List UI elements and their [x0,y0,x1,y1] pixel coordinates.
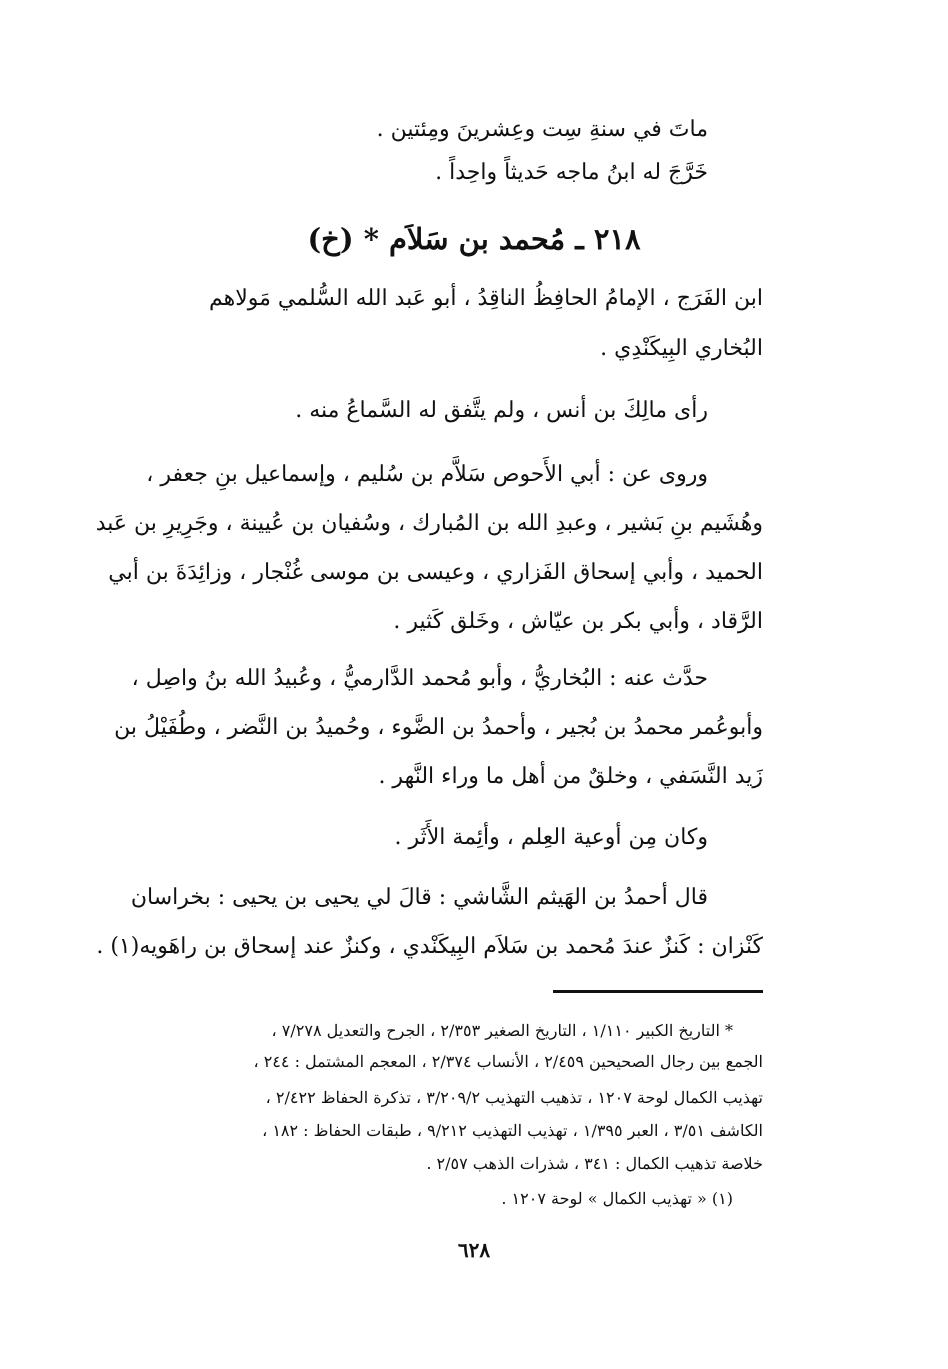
page-number: ٦٢٨ [457,1238,491,1262]
text-line: خَرَّجَ له ابنُ ماجه حَديثاً واحِداً . [435,160,708,185]
footnote-line: * التاريخ الكبير ١/١١٠ ، التاريخ الصغير ٢/٣٥٣ ، الجرح والتعديل ٧/٢٧٨ ، [271,1021,733,1040]
footnote-line: تهذيب الكمال لوحة ١٢٠٧ ، تذهيب التهذيب ٣/٢٠٩/٢ ، تذكرة الحفاظ ٢/٤٢٢ ، [265,1088,763,1107]
text-line: الحميد ، وأبي إسحاق الفَزاري ، وعيسى بن موسى غُنْجار ، وزائِدَةَ بن أبي [108,560,763,585]
footnote-line: (١) « تهذيب الكمال » لوحة ١٢٠٧ . [501,1189,733,1208]
text-line: وكان مِن أوعية العِلم ، وأئِمة الأَثَر . [394,825,708,850]
text-line: رأى مالِكَ بن أنس ، ولم يتَّفق له السَّماعُ منه . [295,398,708,423]
text-line: ابن الفَرَج ، الإمامُ الحافِظُ الناقِدُ ، أبو عَبد الله السُّلمي مَولاهم [208,286,763,311]
text-line: البُخاري البِيكَنْدِي . [600,336,763,361]
footnote-line: الجمع بين رجال الصحيحين ٢/٤٥٩ ، الأنساب ٢/٣٧٤ ، المعجم المشتمل : ٢٤٤ ، [253,1052,763,1071]
text-line: وروى عن : أبي الأَحوص سَلاَّم بن سُليم ، وإسماعيل بنِ جعفر ، [146,462,708,487]
text-line: وهُشَيم بنِ بَشير ، وعبدِ الله بن المُبارك ، وسُفيان بن عُيينة ، وجَرِيرِ بن عَبد [95,511,763,536]
text-line: قال أحمدُ بن الهَيثم الشَّاشي : قالَ لي يحيى بن يحيى : بخراسان [130,885,708,910]
text-line: ماتَ في سنةِ سِت وعِشرينَ ومِئتين . [376,117,708,142]
text-line: وأبوعُمر محمدُ بن بُجير ، وأحمدُ بن الضَّوء ، وحُميدُ بن النَّضر ، وطُفَيْلُ بن [114,715,763,740]
text-line: زَيد النَّسَفي ، وخلقٌ من أهل ما وراء النَّهر . [378,764,763,789]
text-line: كَنْزان : كَنزٌ عندَ مُحمد بن سَلاَم البِيكَنْدي ، وكنزٌ عند إسحاق بن راهَويه(١) . [96,934,763,959]
footnote-line: خلاصة تذهيب الكمال : ٣٤١ ، شذرات الذهب ٢/٥٧ . [426,1154,763,1173]
text-line: الرَّقاد ، وأبي بكر بن عيّاش ، وخَلق كَثير . [393,609,763,634]
entry-heading: ٢١٨ ـ مُحمد بن سَلاَم * (خ) [307,222,641,256]
text-line: حدَّث عنه : البُخاريُّ ، وأبو مُحمد الدَّارميُّ ، وعُبيدُ الله بنُ واصِل ، [131,666,708,691]
footnote-separator [553,990,763,993]
footnote-line: الكاشف ٣/٥١ ، العبر ١/٣٩٥ ، تهذيب التهذيب ٩/٢١٢ ، طبقات الحفاظ : ١٨٢ ، [262,1121,763,1140]
